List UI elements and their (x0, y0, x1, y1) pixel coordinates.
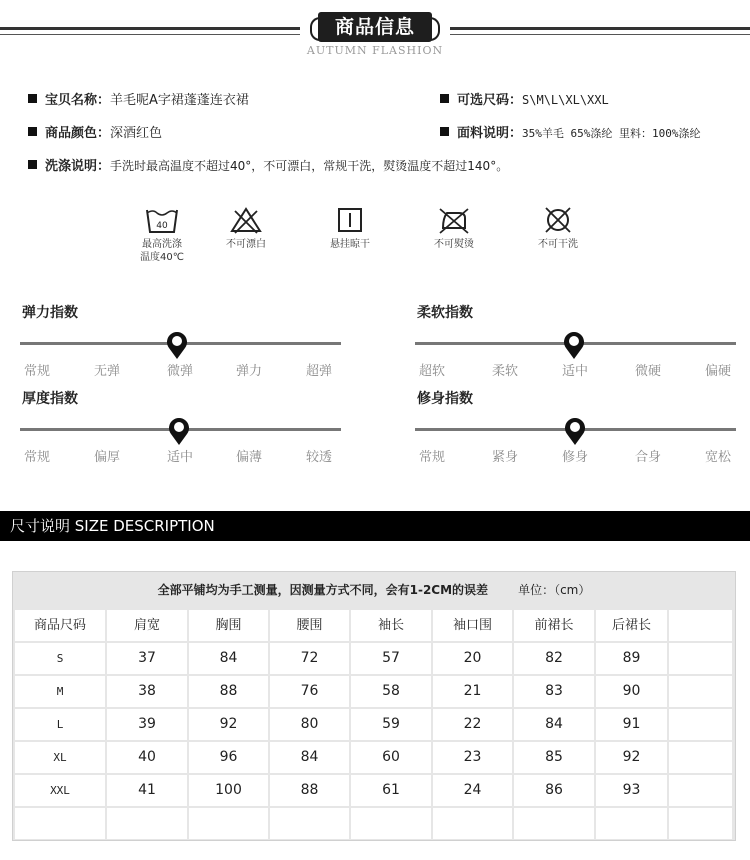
bullet-square-icon (440, 94, 449, 103)
table-cell (189, 808, 268, 839)
table-cell: 80 (270, 709, 349, 740)
care-item-hang: 悬挂晾干 (310, 206, 390, 251)
table-cell: 96 (189, 742, 268, 773)
table-cell: XXL (15, 775, 105, 806)
bullet-square-icon (28, 127, 37, 136)
table-cell: S (15, 643, 105, 674)
index-tick: 偏薄 (235, 450, 262, 465)
bullet-square-icon (440, 127, 449, 136)
table-cell: 88 (189, 676, 268, 707)
table-cell (15, 808, 105, 839)
index-tick: 微硬 (634, 364, 661, 379)
table-cell: 57 (351, 643, 431, 674)
index-tick: 合身 (634, 450, 661, 465)
header-rule-right (450, 27, 750, 30)
bullet-square-icon (28, 94, 37, 103)
table-cell: 24 (433, 775, 512, 806)
index-title: 弹力指数 (22, 305, 78, 321)
table-cell (669, 643, 732, 674)
header-rule-left (0, 27, 300, 30)
index-tick: 宽松 (704, 450, 731, 465)
table-header-cell: 腰围 (270, 610, 349, 641)
index-tick: 修身 (561, 450, 588, 465)
table-cell: 59 (351, 709, 431, 740)
table-cell: 41 (107, 775, 187, 806)
index-tick: 适中 (166, 450, 193, 465)
table-cell: 86 (514, 775, 594, 806)
table-cell: 90 (596, 676, 667, 707)
info-wash: 洗涤说明：手洗时最高温度不超过40°，不可漂白，常规干洗，熨烫温度不超过140°。 (28, 155, 508, 174)
index-tick: 无弹 (93, 364, 120, 379)
hang-dry-icon (333, 206, 367, 234)
table-cell (669, 676, 732, 707)
index-tick: 柔软 (491, 364, 518, 379)
table-cell: 88 (270, 775, 349, 806)
table-cell: 91 (596, 709, 667, 740)
table-cell (669, 808, 732, 839)
index-marker-pin-icon (165, 330, 189, 360)
info-sizes: 可选尺码：S\M\L\XL\XXL (440, 89, 609, 108)
size-table-note: 全部平铺均为手工测量，因测量方式不同，会有1-2CM的误差 单位：（cm） (157, 583, 591, 597)
table-cell: 61 (351, 775, 431, 806)
table-cell: 21 (433, 676, 512, 707)
table-header-cell: 胸围 (189, 610, 268, 641)
table-cell (270, 808, 349, 839)
index-tick: 偏硬 (704, 364, 731, 379)
table-cell: M (15, 676, 105, 707)
table-cell: 20 (433, 643, 512, 674)
table-header-cell: 袖口围 (433, 610, 512, 641)
info-name: 宝贝名称：羊毛呢A字裙蓬蓬连衣裙 (28, 89, 249, 108)
size-section-title: 尺寸说明 SIZE DESCRIPTION (0, 511, 750, 541)
table-cell: 93 (596, 775, 667, 806)
care-item-iron: 不可熨烫 (414, 206, 494, 251)
index-tick: 微弹 (166, 364, 193, 379)
table-header-cell (669, 610, 732, 641)
table-cell: 89 (596, 643, 667, 674)
table-cell: 85 (514, 742, 594, 773)
table-cell: 84 (514, 709, 594, 740)
table-header-cell: 前裙长 (514, 610, 594, 641)
table-cell (669, 775, 732, 806)
table-cell: 72 (270, 643, 349, 674)
table-cell (433, 808, 512, 839)
table-cell (669, 742, 732, 773)
table-header-cell: 后裙长 (596, 610, 667, 641)
table-cell: 23 (433, 742, 512, 773)
care-item-wash: 40 最高洗涤 温度40℃ (122, 206, 202, 264)
no-iron-icon (437, 206, 471, 234)
index-marker-pin-icon (562, 330, 586, 360)
index-tick: 紧身 (491, 450, 518, 465)
care-item-dryclean: 不可干洗 (518, 206, 598, 251)
table-header-cell: 商品尺码 (15, 610, 105, 641)
info-color: 商品颜色：深酒红色 (28, 122, 162, 141)
table-cell (669, 709, 732, 740)
index-tick: 偏厚 (93, 450, 120, 465)
table-cell: 92 (189, 709, 268, 740)
index-marker-pin-icon (167, 416, 191, 446)
header-title: 商品信息 (318, 12, 432, 42)
table-header-cell: 袖长 (351, 610, 431, 641)
index-marker-pin-icon (563, 416, 587, 446)
no-bleach-icon (229, 206, 263, 234)
index-tick: 常规 (23, 364, 50, 379)
care-item-bleach: 不可漂白 (206, 206, 286, 251)
table-cell: 92 (596, 742, 667, 773)
table-header-cell: 肩宽 (107, 610, 187, 641)
table-cell: 40 (107, 742, 187, 773)
index-title: 厚度指数 (22, 391, 78, 407)
header-subtitle: AUTUMN FLASHION (306, 44, 444, 57)
bullet-square-icon (28, 160, 37, 169)
table-cell: 60 (351, 742, 431, 773)
no-dry-clean-icon (541, 206, 575, 234)
table-cell (514, 808, 594, 839)
info-fabric: 面料说明：35%羊毛 65%涤纶 里料：100%涤纶 (440, 122, 701, 141)
index-tick: 超软 (418, 364, 445, 379)
table-cell: 82 (514, 643, 594, 674)
table-cell: XL (15, 742, 105, 773)
table-cell (596, 808, 667, 839)
wash-40-icon (145, 206, 179, 234)
index-tick: 超弹 (305, 364, 332, 379)
index-tick: 常规 (418, 450, 445, 465)
table-cell: 83 (514, 676, 594, 707)
svg-text:40: 40 (156, 221, 168, 231)
table-cell: 76 (270, 676, 349, 707)
index-tick: 弹力 (235, 364, 262, 379)
index-tick: 较透 (305, 450, 332, 465)
table-cell: 58 (351, 676, 431, 707)
table-cell: 84 (189, 643, 268, 674)
table-cell: 38 (107, 676, 187, 707)
table-cell: 84 (270, 742, 349, 773)
table-cell: 39 (107, 709, 187, 740)
table-cell (107, 808, 187, 839)
index-tick: 常规 (23, 450, 50, 465)
table-cell: 100 (189, 775, 268, 806)
header-rule-right-thin (450, 34, 750, 35)
size-table (12, 571, 736, 841)
header-rule-left-thin (0, 34, 300, 35)
index-title: 修身指数 (417, 391, 473, 407)
index-title: 柔软指数 (417, 305, 473, 321)
index-tick: 适中 (561, 364, 588, 379)
table-cell: 37 (107, 643, 187, 674)
table-cell: L (15, 709, 105, 740)
table-cell: 22 (433, 709, 512, 740)
table-cell (351, 808, 431, 839)
